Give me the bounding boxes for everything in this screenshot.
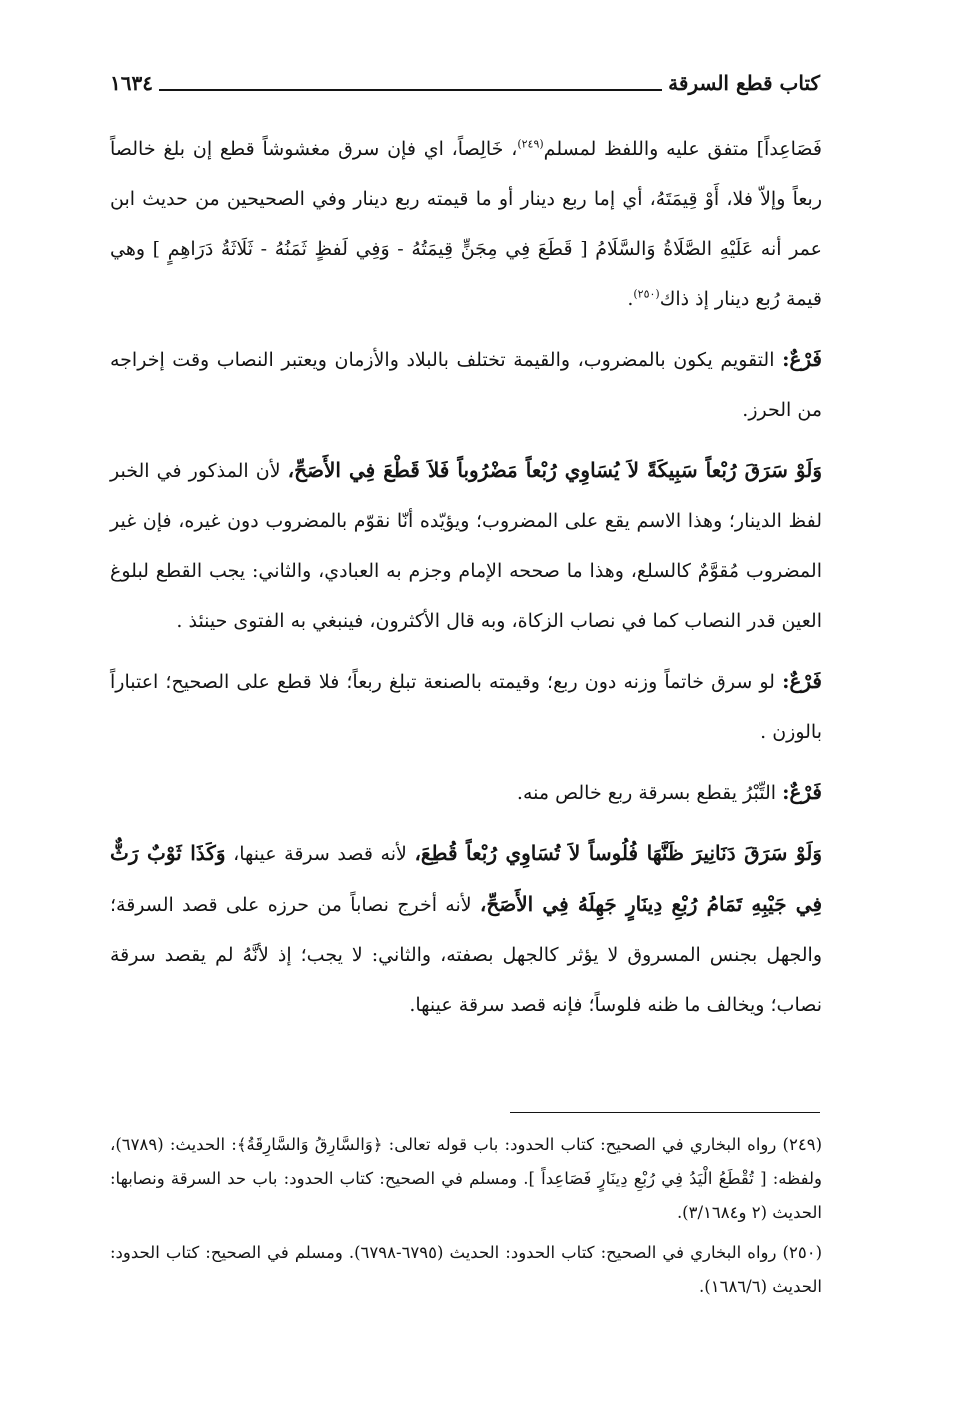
matn-text: وَلَوْ سَرَقَ دَنَانِيرَ ظَنَّهَا فُلُوساً لاَ تُسَاوِي رُبْعاً قُطِعَ، (414, 841, 823, 865)
footnote-ref-249: (٢٤٩) (517, 137, 544, 151)
matn-text: وَلَوْ سَرَقَ رُبْعاً سَبِيكَةً لاَ يُسَاوِي رُبْعاً مَضْرُوباً فَلاَ قَطْعَ فِي الأَصَحِّ، (287, 458, 822, 482)
paragraph-6-text-a: لأنه قصد سرقة عينها، (225, 843, 415, 865)
header-rule (159, 89, 662, 91)
page-number: ١٦٣٤ (110, 71, 153, 95)
footnote-250: (٢٥٠) رواه البخاري في الصحيح: كتاب الحدود: الحديث (٦٧٩٥-٦٧٩٨). ومسلم في الصحيح: كتاب الحدود: الحديث (١٦٨٦/٦). (110, 1243, 822, 1296)
paragraph-3-text: لأن المذكور في الخبر لفظ الدينار؛ وهذا الاسم يقع على المضروب؛ ويؤيّده أنّا نقوّم بالمضروب دون غيره، فإن غير المضروب مُقوَّمٌ كالسلع، وهذا ما صححه الإمام وجزم به العبادي، والثاني: يجب القطع لبلوغ العين قدر النصاب كما في نصاب الزكاة، وبه قال الأكثرون، فينبغي به الفتوى حينئذ . (110, 460, 822, 632)
paragraph-1 (110, 124, 822, 324)
far-label: فَرْعٌ: (782, 347, 822, 371)
paragraph-6 (110, 828, 822, 1030)
far-label: فَرْعٌ: (782, 669, 822, 693)
footnote-249: (٢٤٩) رواه البخاري في الصحيح: كتاب الحدود: باب قوله تعالى: ﴿وَالسَّارِقُ وَالسَّارِقَةُ﴾: الحديث: (٦٧٨٩)، ولفظه: [ تُقْطَعُ الْيَدُ فِي رُبْعِ دِينَارٍ فَصَاعِداً ]. ومسلم في الصحيح: كتاب الحدود: باب حد السرقة ونصابها: الحديث (٢ و٣/١٦٨٤). (110, 1135, 822, 1222)
paragraph-5 (110, 767, 822, 818)
paragraph-2-text: التقويم يكون بالمضروب، والقيمة تختلف بالبلاد والأزمان ويعتبر النصاب وقت إخراجه من الحرز. (110, 349, 822, 421)
paragraph-1-text-c: . (627, 288, 634, 310)
matn-text-2: وَكَذَا ثَوْبٌ رَثٌّ فِي جَيْبِهِ تَمَامُ رُبْعِ دِينَارٍ جَهِلَهُ فِي الأَصَحِّ، (110, 841, 823, 916)
paragraph-6-text-b: لأنه أخرج نصاباً من حرزه على قصد السرقة؛ والجهل بجنس المسروق لا يؤثر كالجهل بصفته، والثاني: لا يجب؛ إذ لأنَّهُ لم يقصد سرقة نصاب؛ ويخالف ما ظنه فلوساً؛ فإنه قصد سرقة عينها. (110, 894, 822, 1016)
main-text (110, 124, 822, 1030)
page-header (110, 58, 820, 98)
running-title: كتاب قطع السرقة (668, 71, 820, 95)
footnote-ref-250: (٢٥٠) (633, 287, 660, 301)
paragraph-4-text: لو سرق خاتماً وزنه دون ربع؛ وقيمته بالصنعة تبلغ ربعاً؛ فلا قطع على الصحيح؛ اعتباراً بالوزن . (110, 671, 822, 743)
paragraph-2 (110, 334, 822, 435)
far-label: فَرْعٌ: (782, 780, 822, 804)
paragraph-5-text: التِّبْرُ يقطع بسرقة ربع خالص منه. (516, 782, 783, 804)
paragraph-3 (110, 445, 822, 646)
paragraph-1-text: فَصَاعِداً] متفق عليه واللفظ لمسلم (543, 138, 822, 160)
footnote-separator (510, 1112, 820, 1113)
paragraph-4 (110, 656, 822, 757)
footnotes (110, 1128, 822, 1310)
paragraph-1-text-b: ، خَالِصاً، اي فإن سرق مغشوشاً قطع إن بلغ خالصاً ربعاً وإلاّ فلا، أَوْ قِيمَتَهُ، أي إما ربع دينار أو ما قيمته ربع دينار وفي الصحيحين من حديث ابن عمر أنه عَلَيْهِ الصَّلَاةُ وَالسَّلَامُ [ قَطَعَ فِي مِجَنٍّ قِيمَتُهُ - وَفِي لَفظٍ ثَمَنُهُ - ثَلَاثَةُ دَرَاهِمٍ ] وهي قيمة رُبع دينار إذ ذاك (110, 138, 822, 310)
